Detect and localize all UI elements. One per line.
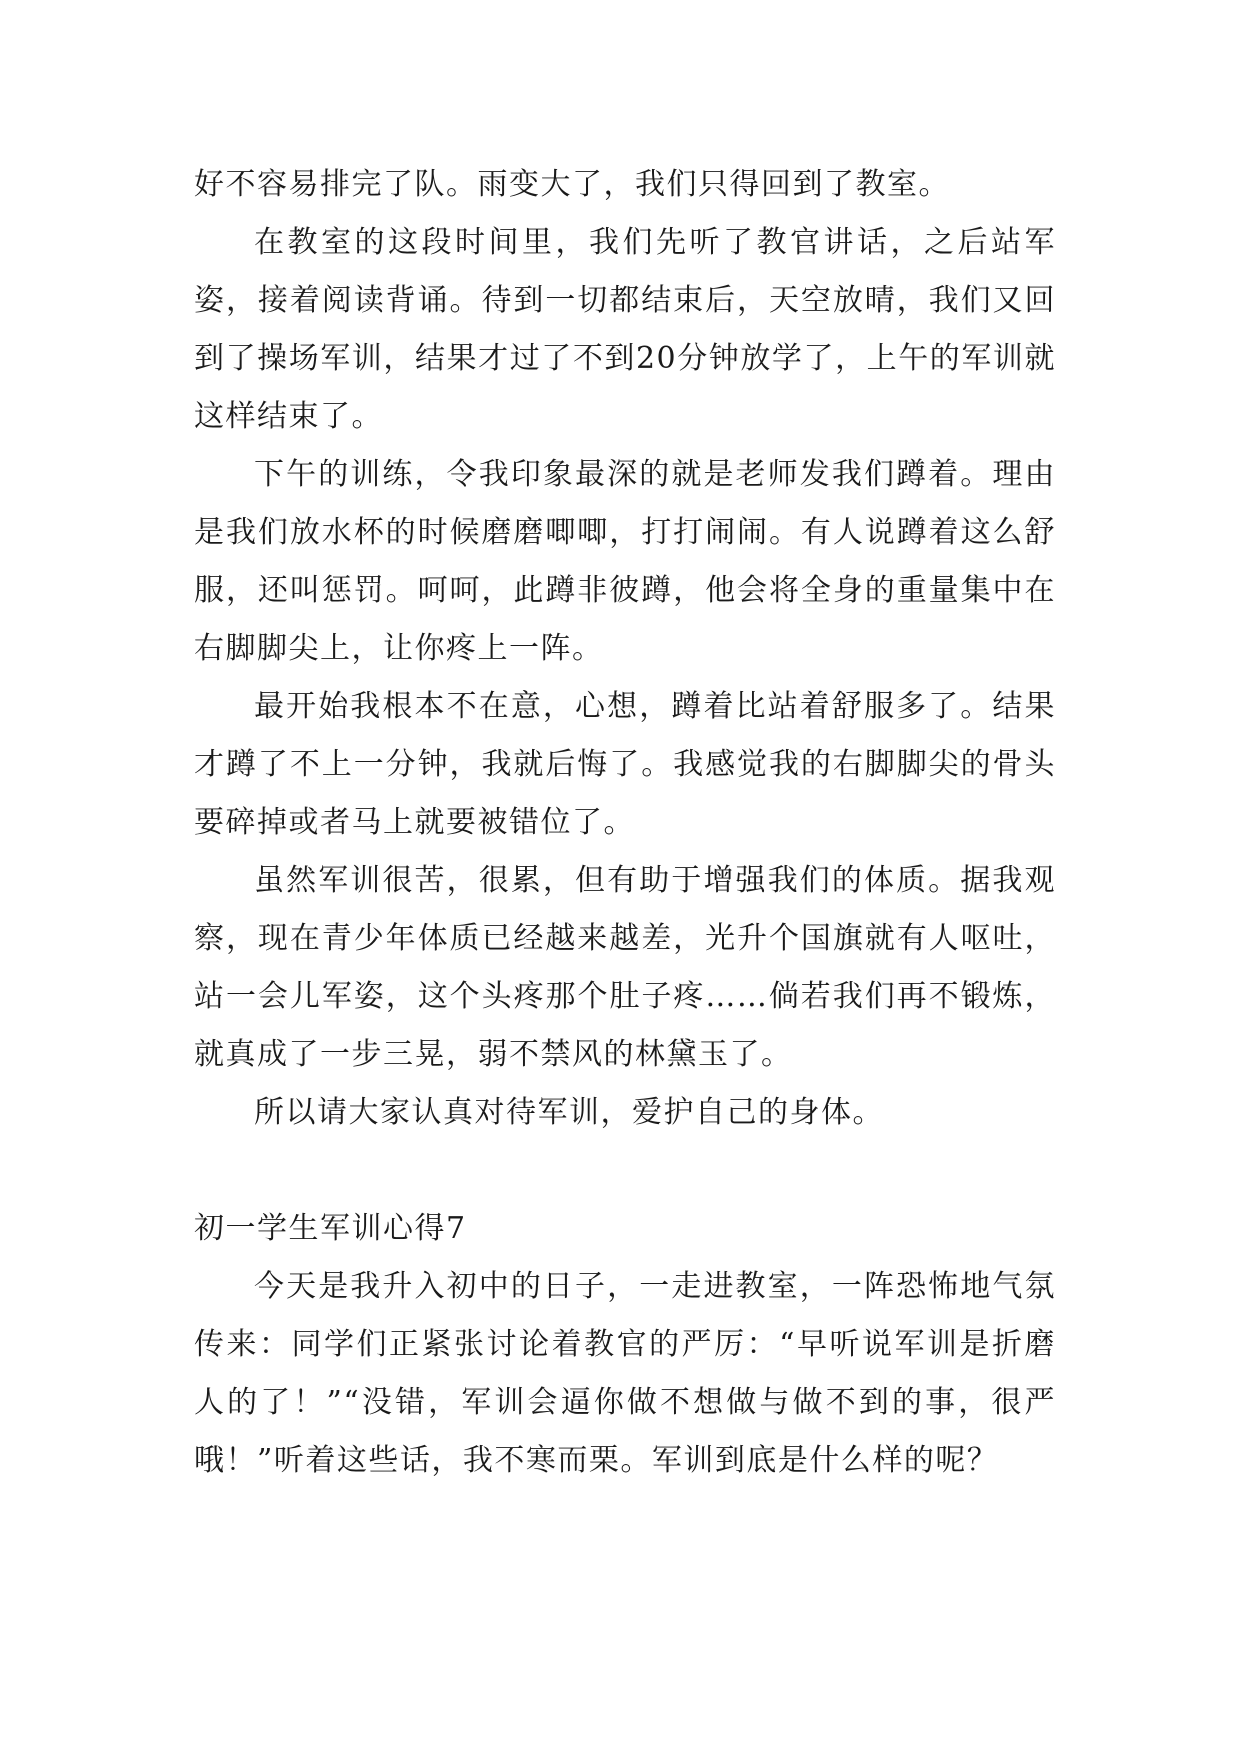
paragraph-squatting: 最开始我根本不在意，心想，蹲着比站着舒服多了。结果才蹲了不上一分钟，我就后悔了。我感觉我的右脚脚尖的骨头要碎掉或者马上就要被错位了。 <box>194 689 1056 840</box>
paragraph-classroom: 在教室的这段时间里，我们先听了教官讲话，之后站军姿，接着阅读背诵。待到一切都结束后，天空放晴，我们又回到了操场军训，结果才过了不到20分钟放学了，上午的军训就这样结束了。 <box>194 225 1056 434</box>
paragraph-physique: 虽然军训很苦，很累，但有助于增强我们的体质。据我观察，现在青少年体质已经越来越差，光升个国旗就有人呕吐，站一会儿军姿，这个头疼那个肚子疼……倘若我们再不锻炼，就真成了一步三晃，弱不禁风的林黛玉了。 <box>194 863 1056 1072</box>
paragraph-conclusion: 所以请大家认真对待军训，爱护自己的身体。 <box>254 1095 884 1130</box>
document-body <box>194 156 1056 1490</box>
paragraph-continuation: 好不容易排完了队。雨变大了，我们只得回到了教室。 <box>194 167 950 202</box>
paragraph-first-day: 今天是我升入初中的日子，一走进教室，一阵恐怖地气氛传来：同学们正紧张讨论着教官的严厉：“早听说军训是折磨人的了！”“没错，军训会逼你做不想做与做不到的事，很严哦！”听着这些话，我不寒而栗。军训到底是什么样的呢？ <box>194 1269 1056 1478</box>
section-heading: 初一学生军训心得7 <box>194 1211 467 1246</box>
paragraph-afternoon-training: 下午的训练，令我印象最深的就是老师发我们蹲着。理由是我们放水杯的时候磨磨唧唧，打打闹闹。有人说蹲着这么舒服，还叫惩罚。呵呵，此蹲非彼蹲，他会将全身的重量集中在右脚脚尖上，让你疼上一阵。 <box>194 457 1056 666</box>
